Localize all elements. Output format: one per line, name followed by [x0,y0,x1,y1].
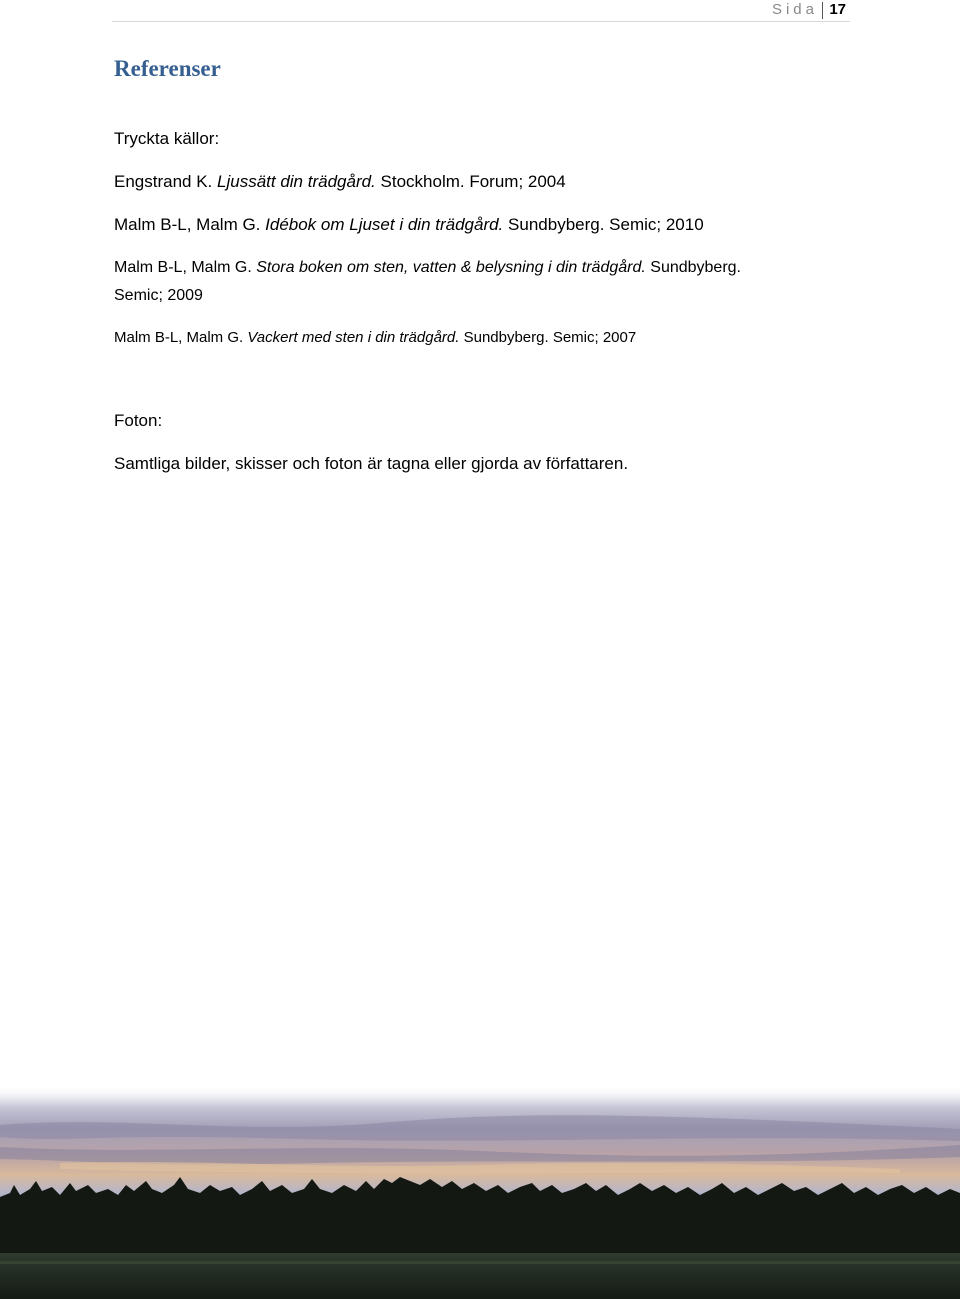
reference-authors: Malm B-L, Malm G. [114,259,252,276]
page-number: 17 [829,1,846,18]
section-heading: Referenser [114,56,221,81]
reference-authors: Malm B-L, Malm G. [114,329,244,346]
reference-authors: Malm B-L, Malm G. [114,215,261,234]
reference-title: Idébok om Ljuset i din trädgård. [265,215,504,234]
reference-item-continuation: Semic; 2009 [114,287,203,304]
photos-label: Foton: [114,411,163,430]
reference-publication: Sundbyberg. [650,259,741,276]
reference-publication: Stockholm. Forum; 2004 [380,172,566,191]
reference-title: Ljussätt din trädgård. [217,172,376,191]
reference-item [114,257,741,279]
reference-item [114,214,704,236]
printed-sources-label: Tryckta källor: [114,129,220,148]
page-header [112,0,850,22]
header-divider [822,2,823,19]
reference-item [114,327,636,349]
reference-item [114,171,566,193]
page-label: Sida [771,1,818,18]
reference-publication: Sundbyberg. Semic; 2007 [463,329,637,346]
photos-credit: Samtliga bilder, skisser och foton är tagna eller gjorda av författaren. [114,454,629,473]
reference-title: Vackert med sten i din trädgård. [247,329,460,346]
reference-publication: Sundbyberg. Semic; 2010 [508,215,704,234]
sunset-landscape-photo [0,1085,960,1299]
reference-title: Stora boken om sten, vatten & belysning i din trädgård. [256,259,646,276]
reference-authors: Engstrand K. [114,172,213,191]
